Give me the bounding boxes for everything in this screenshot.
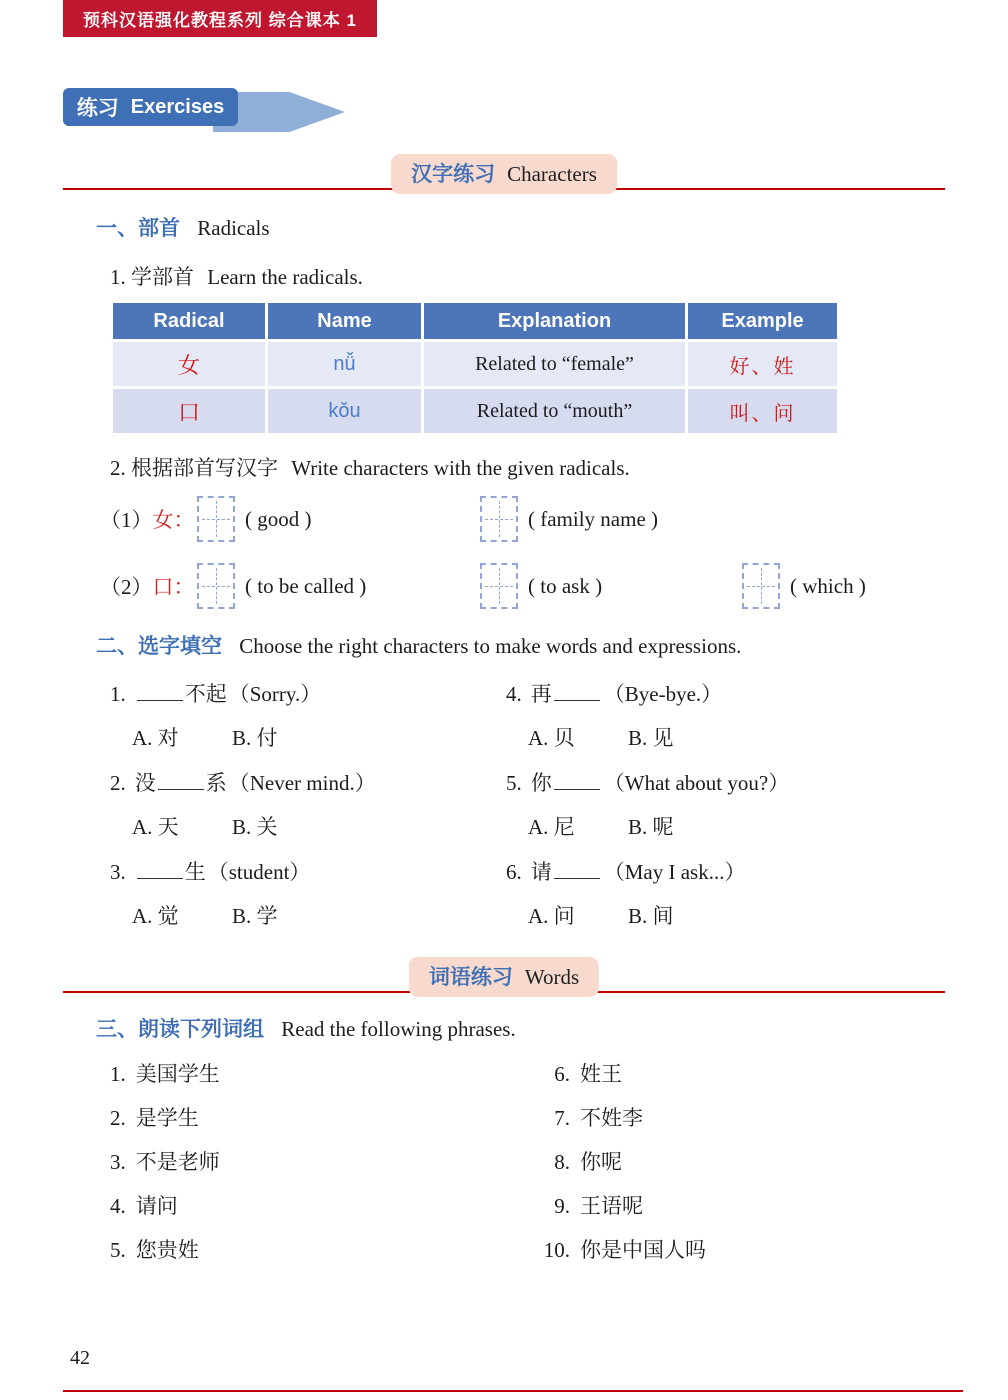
table-header-row bbox=[112, 302, 839, 341]
phrase-number: 1. bbox=[110, 1062, 126, 1086]
phrase-list-left bbox=[110, 1052, 538, 1272]
explanation-cell: Related to “female” bbox=[423, 341, 687, 388]
explanation-cell: Related to “mouth” bbox=[423, 388, 687, 435]
phrase-text: 王语呢 bbox=[580, 1194, 643, 1218]
write-slot bbox=[742, 563, 866, 609]
option-b: B. 学 bbox=[232, 904, 278, 928]
question-line bbox=[506, 761, 950, 805]
section-title-en: Words bbox=[524, 965, 580, 989]
writing-box bbox=[480, 563, 518, 609]
phrase-number: 4. bbox=[110, 1194, 126, 1218]
option-b: B. 关 bbox=[232, 815, 278, 839]
answer-blank bbox=[158, 772, 204, 790]
phrase-item bbox=[110, 1228, 538, 1272]
phrase-item bbox=[538, 1096, 950, 1140]
write-row-radical: 女： bbox=[152, 508, 195, 532]
phrase-number: 5. bbox=[110, 1238, 126, 1262]
question-number: 5. bbox=[506, 771, 522, 795]
table-row bbox=[112, 341, 839, 388]
write-row-kou bbox=[100, 561, 960, 611]
page-number: 42 bbox=[70, 1347, 90, 1369]
question-gloss: （Never mind.） bbox=[228, 771, 376, 795]
exercise-item-5 bbox=[506, 761, 950, 850]
phrase-number: 9. bbox=[554, 1194, 570, 1218]
phrase-item bbox=[110, 1096, 538, 1140]
section-title-zh: 汉字练习 bbox=[411, 163, 496, 186]
radical-cell: 女 bbox=[112, 341, 267, 388]
phrase-item bbox=[110, 1052, 538, 1096]
write-row-radical: 口： bbox=[152, 575, 195, 599]
question-pre: 再 bbox=[530, 682, 552, 706]
radical-cell: 口 bbox=[112, 388, 267, 435]
writing-box bbox=[197, 563, 235, 609]
part1-heading-zh: 一、部首 bbox=[96, 217, 180, 240]
phrase-item bbox=[538, 1052, 950, 1096]
question-gloss: （Sorry.） bbox=[228, 682, 322, 706]
table-row bbox=[112, 388, 839, 435]
writing-box bbox=[197, 496, 235, 542]
options-line bbox=[506, 805, 950, 850]
option-b: B. 见 bbox=[628, 726, 674, 750]
phrase-item bbox=[110, 1184, 538, 1228]
book-title-banner bbox=[63, 0, 377, 37]
phrase-text: 你呢 bbox=[580, 1150, 622, 1174]
phrase-text: 您贵姓 bbox=[135, 1238, 199, 1262]
exercises-banner-en: Exercises bbox=[130, 95, 225, 118]
section-divider-characters bbox=[63, 154, 945, 194]
part3-heading bbox=[96, 1013, 516, 1043]
phrase-number: 6. bbox=[554, 1062, 570, 1086]
answer-blank bbox=[554, 683, 600, 701]
answer-blank bbox=[137, 861, 183, 879]
radicals-table bbox=[110, 300, 840, 436]
options-line bbox=[110, 805, 506, 850]
write-row-nv bbox=[100, 494, 960, 544]
write-characters-label bbox=[110, 452, 630, 482]
answer-blank bbox=[137, 683, 183, 701]
option-a: A. 贝 bbox=[528, 726, 575, 750]
exercises-banner-zh: 练习 bbox=[76, 97, 119, 120]
question-gloss: （student） bbox=[207, 860, 311, 884]
phrase-text: 不姓李 bbox=[580, 1106, 643, 1130]
choose-characters-exercise bbox=[110, 672, 950, 939]
phrase-item bbox=[538, 1184, 950, 1228]
write-row-number: （2） bbox=[100, 575, 153, 599]
learn-radicals-zh: 1. 学部首 bbox=[110, 265, 194, 289]
name-cell: nǚ bbox=[267, 341, 423, 388]
phrase-text: 不是老师 bbox=[135, 1150, 220, 1174]
question-pre: 没 bbox=[134, 771, 156, 795]
write-slot bbox=[197, 563, 480, 609]
write-row-number: （1） bbox=[100, 508, 153, 532]
option-a: A. 天 bbox=[132, 815, 179, 839]
phrase-text: 是学生 bbox=[135, 1106, 199, 1130]
writing-box bbox=[742, 563, 780, 609]
phrase-list-right bbox=[538, 1052, 950, 1272]
write-row-label bbox=[100, 504, 197, 534]
option-b: B. 间 bbox=[628, 904, 674, 928]
exercise-item-1 bbox=[110, 672, 506, 761]
phrase-item bbox=[538, 1140, 950, 1184]
part3-heading-zh: 三、朗读下列词组 bbox=[96, 1018, 264, 1041]
option-b: B. 呢 bbox=[628, 815, 674, 839]
question-post: 系 bbox=[205, 771, 227, 795]
exercise-item-3 bbox=[110, 850, 506, 939]
exercise-item-4 bbox=[506, 672, 950, 761]
question-line bbox=[110, 672, 506, 716]
slot-gloss: ( to be called ) bbox=[245, 573, 367, 598]
header-example: Example bbox=[687, 302, 839, 341]
phrase-item bbox=[538, 1228, 950, 1272]
slot-gloss: ( good ) bbox=[245, 506, 312, 531]
phrase-number: 7. bbox=[554, 1106, 570, 1130]
phrase-text: 你是中国人吗 bbox=[580, 1238, 706, 1262]
part2-heading-en: Choose the right characters to make words and expressions. bbox=[239, 634, 742, 658]
question-number: 2. bbox=[110, 771, 126, 795]
question-pre: 你 bbox=[530, 771, 552, 795]
write-slot bbox=[480, 563, 742, 609]
slot-gloss: ( to ask ) bbox=[528, 573, 603, 598]
question-line bbox=[110, 761, 506, 805]
write-slot bbox=[480, 496, 658, 542]
phrase-item bbox=[110, 1140, 538, 1184]
question-gloss: （Bye-bye.） bbox=[603, 682, 723, 706]
learn-radicals-label bbox=[110, 261, 363, 291]
example-cell: 好、姓 bbox=[687, 341, 839, 388]
phrase-number: 3. bbox=[110, 1150, 126, 1174]
option-a: A. 觉 bbox=[132, 904, 179, 928]
question-number: 6. bbox=[506, 860, 522, 884]
question-post: 不起 bbox=[184, 682, 227, 706]
phrase-text: 美国学生 bbox=[135, 1062, 220, 1086]
question-line bbox=[110, 850, 506, 894]
question-number: 1. bbox=[110, 682, 126, 706]
write-characters-en: Write characters with the given radicals. bbox=[291, 456, 630, 480]
example-cell: 叫、问 bbox=[687, 388, 839, 435]
options-line bbox=[110, 716, 506, 761]
exercise-column-left bbox=[110, 672, 506, 939]
question-line bbox=[506, 850, 950, 894]
answer-blank bbox=[554, 861, 600, 879]
name-cell: kǒu bbox=[267, 388, 423, 435]
phrase-number: 8. bbox=[554, 1150, 570, 1174]
section-title-en: Characters bbox=[507, 162, 597, 186]
part1-heading bbox=[96, 212, 270, 242]
header-radical: Radical bbox=[112, 302, 267, 341]
section-title-zh: 词语练习 bbox=[428, 966, 513, 989]
write-row-label bbox=[100, 571, 197, 601]
exercise-item-2 bbox=[110, 761, 506, 850]
phrase-lists bbox=[110, 1052, 950, 1272]
phrase-text: 请问 bbox=[135, 1194, 178, 1218]
section-pill-words bbox=[409, 957, 599, 997]
option-a: A. 对 bbox=[132, 726, 179, 750]
question-gloss: （What about you?） bbox=[603, 771, 790, 795]
answer-blank bbox=[554, 772, 600, 790]
question-pre: 请 bbox=[530, 860, 552, 884]
bottom-red-rule bbox=[63, 1390, 963, 1392]
write-characters-zh: 2. 根据部首写汉字 bbox=[110, 456, 278, 480]
phrase-number: 2. bbox=[110, 1106, 126, 1130]
question-number: 3. bbox=[110, 860, 126, 884]
question-line bbox=[506, 672, 950, 716]
option-b: B. 付 bbox=[232, 726, 278, 750]
slot-gloss: ( which ) bbox=[790, 573, 866, 598]
book-title-text: 预科汉语强化教程系列 综合课本 1 bbox=[83, 11, 357, 30]
exercises-banner bbox=[63, 88, 303, 132]
options-line bbox=[506, 894, 950, 939]
exercise-column-right bbox=[506, 672, 950, 939]
question-gloss: （May I ask...） bbox=[603, 860, 746, 884]
slot-gloss: ( family name ) bbox=[528, 506, 659, 531]
phrase-text: 姓王 bbox=[580, 1062, 622, 1086]
option-a: A. 问 bbox=[528, 904, 575, 928]
question-number: 4. bbox=[506, 682, 522, 706]
part3-heading-en: Read the following phrases. bbox=[281, 1017, 516, 1041]
exercise-item-6 bbox=[506, 850, 950, 939]
header-explanation: Explanation bbox=[423, 302, 687, 341]
section-pill-characters bbox=[391, 154, 617, 194]
options-line bbox=[110, 894, 506, 939]
header-name: Name bbox=[267, 302, 423, 341]
phrase-number: 10. bbox=[543, 1238, 570, 1262]
part2-heading bbox=[96, 630, 741, 660]
learn-radicals-en: Learn the radicals. bbox=[207, 265, 363, 289]
exercises-banner-box bbox=[63, 88, 238, 126]
part2-heading-zh: 二、选字填空 bbox=[96, 635, 222, 658]
options-line bbox=[506, 716, 950, 761]
section-divider-words bbox=[63, 957, 945, 997]
question-post: 生 bbox=[184, 860, 206, 884]
write-slot bbox=[197, 496, 480, 542]
option-a: A. 尼 bbox=[528, 815, 575, 839]
part1-heading-en: Radicals bbox=[197, 216, 270, 240]
writing-box bbox=[480, 496, 518, 542]
